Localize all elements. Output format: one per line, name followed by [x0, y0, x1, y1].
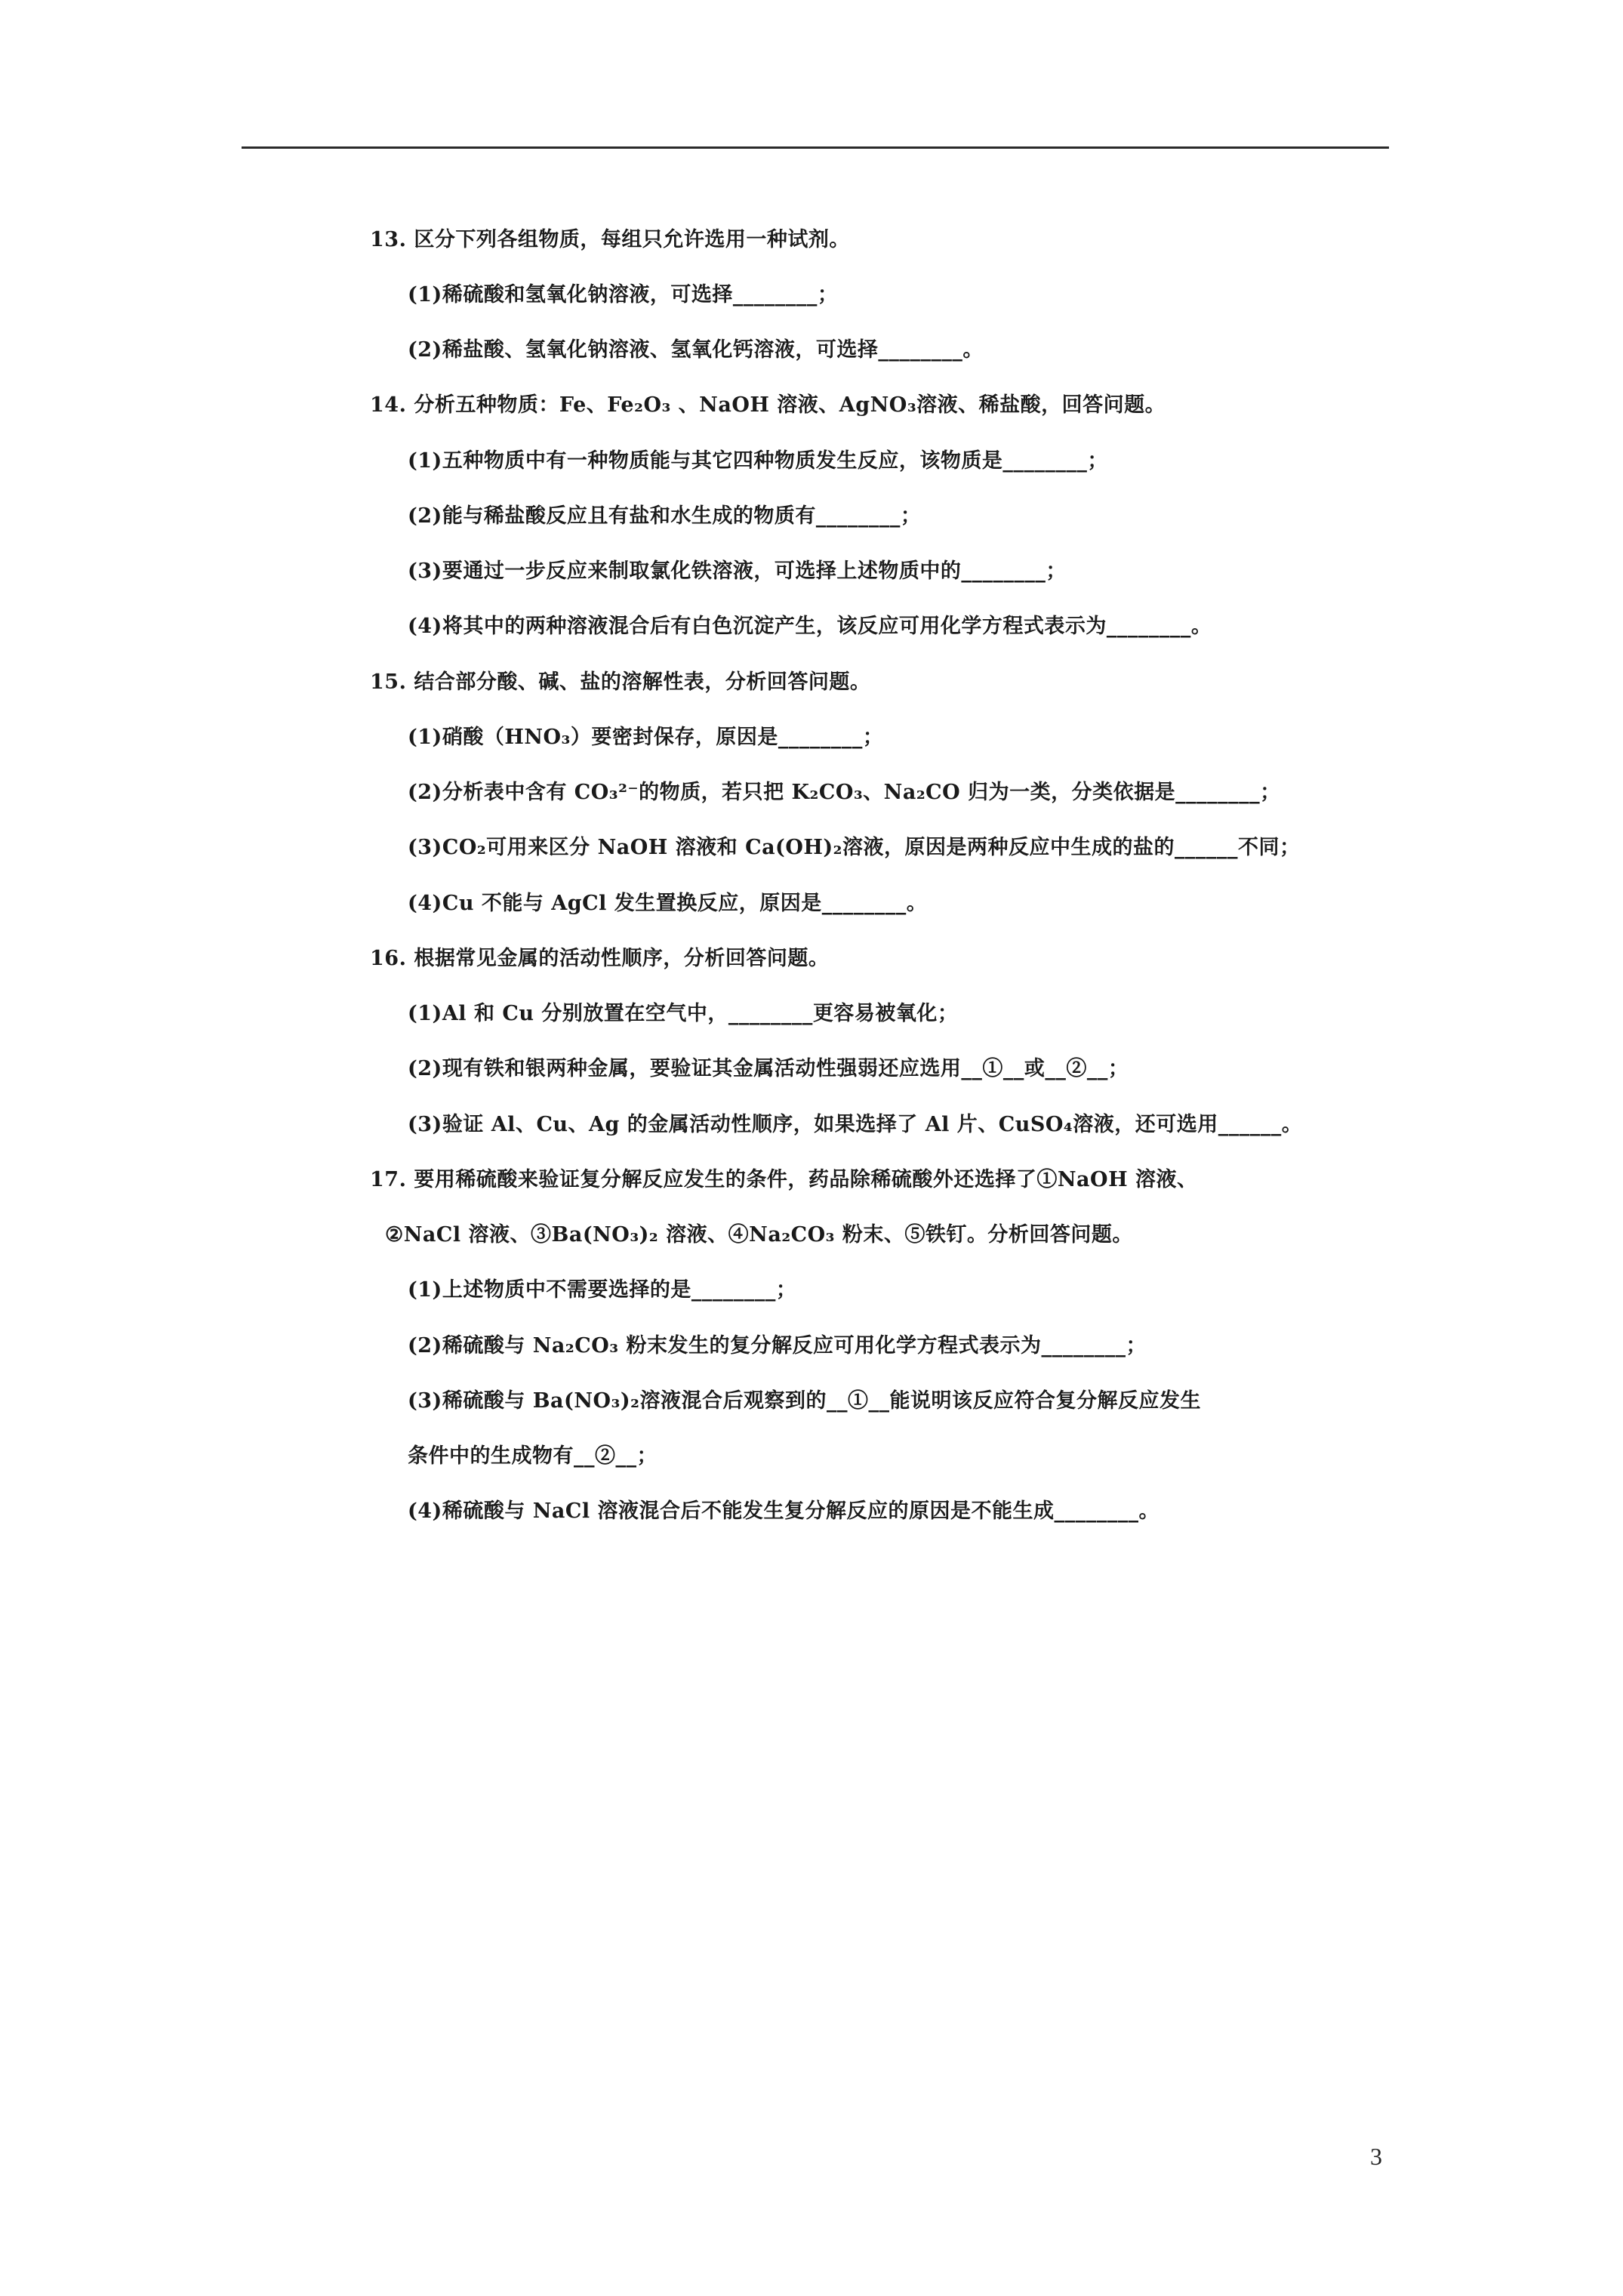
question-13-part-2: (2)稀盐酸、氢氧化钠溶液、氢氧化钙溶液，可选择________。: [408, 338, 984, 362]
page-number: 3: [1370, 2143, 1382, 2170]
question-17-part-2: (2)稀硫酸与 Na₂CO₃ 粉末发生的复分解反应可用化学方程式表示为________；: [408, 1334, 1147, 1358]
question-15-part-1: (1)硝酸（HNO₃）要密封保存，原因是________；: [408, 726, 884, 749]
question-16-part-3: (3)验证 Al、Cu、Ag 的金属活动性顺序，如果选择了 Al 片、CuSO₄溶液，还可选用______。: [408, 1113, 1303, 1136]
question-14-part-3: (3)要通过一步反应来制取氯化铁溶液，可选择上述物质中的________；: [408, 559, 1067, 583]
question-16-part-2: (2)现有铁和银两种金属，要验证其金属活动性强弱还应选用__①__或__②__；: [408, 1057, 1129, 1080]
question-15-part-3: (3)CO₂可用来区分 NaOH 溶液和 Ca(OH)₂溶液，原因是两种反应中生成的盐的______不同；: [408, 836, 1301, 859]
question-15-part-4: (4)Cu 不能与 AgCl 发生置换反应，原因是________。: [408, 892, 928, 915]
question-14: 14. 分析五种物质：Fe、Fe₂O₃ 、NaOH 溶液、AgNO₃溶液、稀盐酸，回答问题。: [370, 393, 1166, 417]
question-17-part-1: (1)上述物质中不需要选择的是________；: [408, 1278, 797, 1302]
question-16-part-1: (1)Al 和 Cu 分别放置在空气中，________更容易被氧化；: [408, 1002, 959, 1025]
question-14-part-2: (2)能与稀盐酸反应且有盐和水生成的物质有________；: [408, 504, 922, 528]
question-13: 13. 区分下列各组物质，每组只允许选用一种试剂。: [370, 228, 850, 251]
question-17: 17. 要用稀硫酸来验证复分解反应发生的条件，药品除稀硫酸外还选择了①NaOH 溶液、: [370, 1168, 1198, 1191]
question-17-part-4: (4)稀硫酸与 NaCl 溶液混合后不能发生复分解反应的原因是不能生成________。: [408, 1499, 1160, 1523]
question-17-part-3-continued: 条件中的生成物有__②__；: [408, 1444, 658, 1468]
question-17-continued: ②NaCl 溶液、③Ba(NO₃)₂ 溶液、④Na₂CO₃ 粉末、⑤铁钉。分析回答问题。: [385, 1223, 1133, 1247]
header-rule: [242, 146, 1389, 149]
question-15-part-2: (2)分析表中含有 CO₃²⁻的物质，若只把 K₂CO₃、Na₂CO 归为一类，分类依据是________；: [408, 781, 1281, 804]
question-14-part-4: (4)将其中的两种溶液混合后有白色沉淀产生，该反应可用化学方程式表示为________。: [408, 615, 1212, 638]
question-17-part-3: (3)稀硫酸与 Ba(NO₃)₂溶液混合后观察到的__①__能说明该反应符合复分解反应发生: [408, 1389, 1201, 1413]
question-14-part-1: (1)五种物质中有一种物质能与其它四种物质发生反应，该物质是________；: [408, 449, 1108, 473]
question-15: 15. 结合部分酸、碱、盐的溶解性表，分析回答问题。: [370, 670, 871, 694]
question-16: 16. 根据常见金属的活动性顺序，分析回答问题。: [370, 947, 830, 970]
question-13-part-1: (1)稀硫酸和氢氧化钠溶液，可选择________；: [408, 283, 839, 307]
